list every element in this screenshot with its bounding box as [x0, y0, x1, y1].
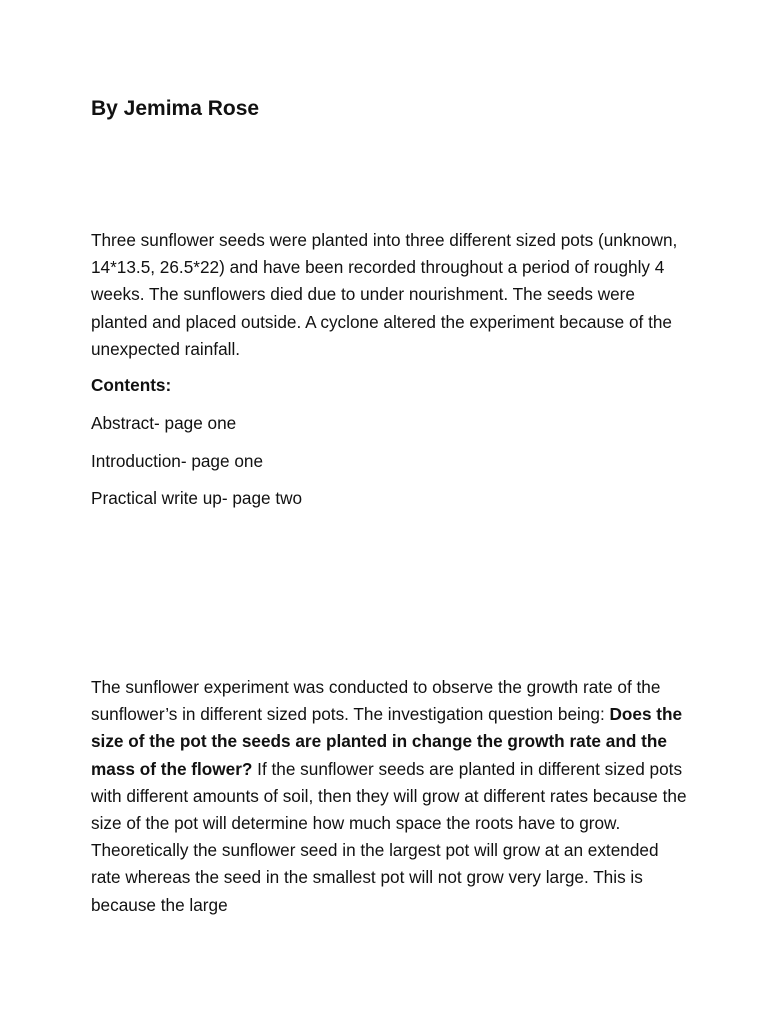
author-line: By Jemima Rose	[91, 97, 260, 120]
contents-item-abstract: Abstract- page one	[91, 413, 237, 433]
introduction-paragraph	[91, 674, 691, 919]
contents-heading: Contents:	[91, 375, 172, 395]
investigation-question: Does the size of the pot the seeds are planted in change the growth rate and the mass of the flower?	[91, 704, 683, 779]
abstract-paragraph: Three sunflower seeds were planted into three different sized pots (unknown, 14*13.5, 26.5*22) and have been recorded throughout a period of roughly 4 weeks. The sunflowers died due to under nourishment. The seeds were planted and placed outside. A cyclone altered the experiment because of the unexpected rainfall.	[91, 230, 678, 359]
introduction-text-start: The sunflower experiment was conducted to observe the growth rate of the sunflower’s in different sized pots. The investigation question being:	[91, 677, 661, 725]
contents-item-practical: Practical write up- page two	[91, 488, 303, 508]
introduction-text-continued: If the sunflower seeds are planted in different sized pots with different amounts of soil, then they will grow at different rates because the size of the pot will determine how much space the roots have to grow. Theoretically the sunflower seed in the largest pot will grow at an extended rate whereas the seed in the smallest pot will not grow very large. This is because the large	[91, 758, 687, 915]
contents-item-introduction: Introduction- page one	[91, 451, 264, 471]
